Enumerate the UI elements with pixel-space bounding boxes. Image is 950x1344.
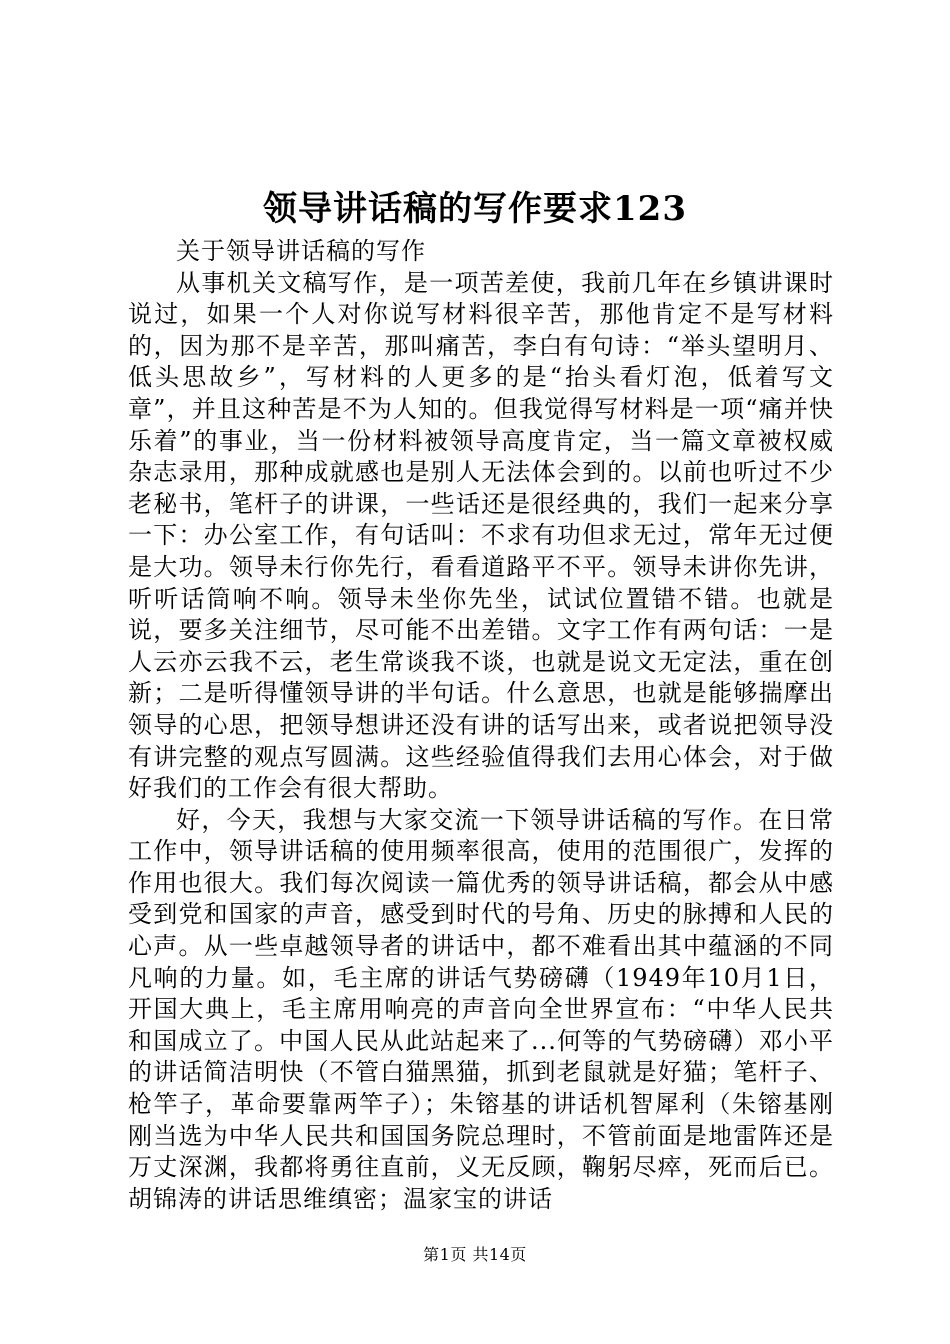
paragraph: 从事机关文稿写作，是一项苦差使，我前几年在乡镇讲课时说过，如果一个人对你说写材料很辛苦，那他肯定不是写材料的，因为那不是辛苦，那叫痛苦，李白有句诗：“举头望明月、低头思故乡”，写材料的人更多的是“抬头看灯泡，低着写文章”，并且这种苦是不为人知的。但我觉得写材料是一项“痛并快乐着”的事业，当一份材料被领导高度肯定，当一篇文章被权威杂志录用，那种成就感也是别人无法体会到的。以前也听过不少老秘书，笔杆子的讲课，一些话还是很经典的，我们一起来分享一下：办公室工作，有句话叫：不求有功但求无过，常年无过便是大功。领导未行你先行，看看道路平不平。领导未讲你先讲，听听话筒响不响。领导未坐你先坐，试试位置错不错。也就是说，要多关注细节，尽可能不出差错。文字工作有两句话：一是人云亦云我不云，老生常谈我不谈，也就是说文无定法，重在创新；二是听得懂领导讲的半句话。什么意思，也就是能够揣摩出领导的心思，把领导想讲还没有讲的话写出来，或者说把领导没有讲完整的观点写圆满。这些经验值得我们去用心体会，对于做好我们的工作会有很大帮助。 <box>128 268 834 803</box>
document-title: 领导讲话稿的写作要求123 <box>263 189 687 229</box>
document-body <box>128 236 834 1215</box>
paragraph: 好，今天，我想与大家交流一下领导讲话稿的写作。在日常工作中，领导讲话稿的使用频率很高，使用的范围很广，发挥的作用也很大。我们每次阅读一篇优秀的领导讲话稿，都会从中感受到党和国家的声音，感受到时代的号角、历史的脉搏和人民的心声。从一些卓越领导者的讲话中，都不难看出其中蕴涵的不同凡响的力量。如，毛主席的讲话气势磅礴（1949年10月1日，开国大典上，毛主席用响亮的声音向全世界宣布：“中华人民共和国成立了。中国人民从此站起来了...何等的气势磅礴）邓小平的讲话简洁明快（不管白猫黑猫，抓到老鼠就是好猫；笔杆子、枪竿子，革命要靠两竿子）；朱镕基的讲话机智犀利（朱镕基刚刚当选为中华人民共和国国务院总理时，不管前面是地雷阵还是万丈深渊，我都将勇往直前，义无反顾，鞠躬尽瘁，死而后已。胡锦涛的讲话思维缜密；温家宝的讲话 <box>128 805 834 1213</box>
paragraph-subtitle: 关于领导讲话稿的写作 <box>176 237 426 265</box>
page-footer: 第1页 共14页 <box>423 1245 527 1264</box>
